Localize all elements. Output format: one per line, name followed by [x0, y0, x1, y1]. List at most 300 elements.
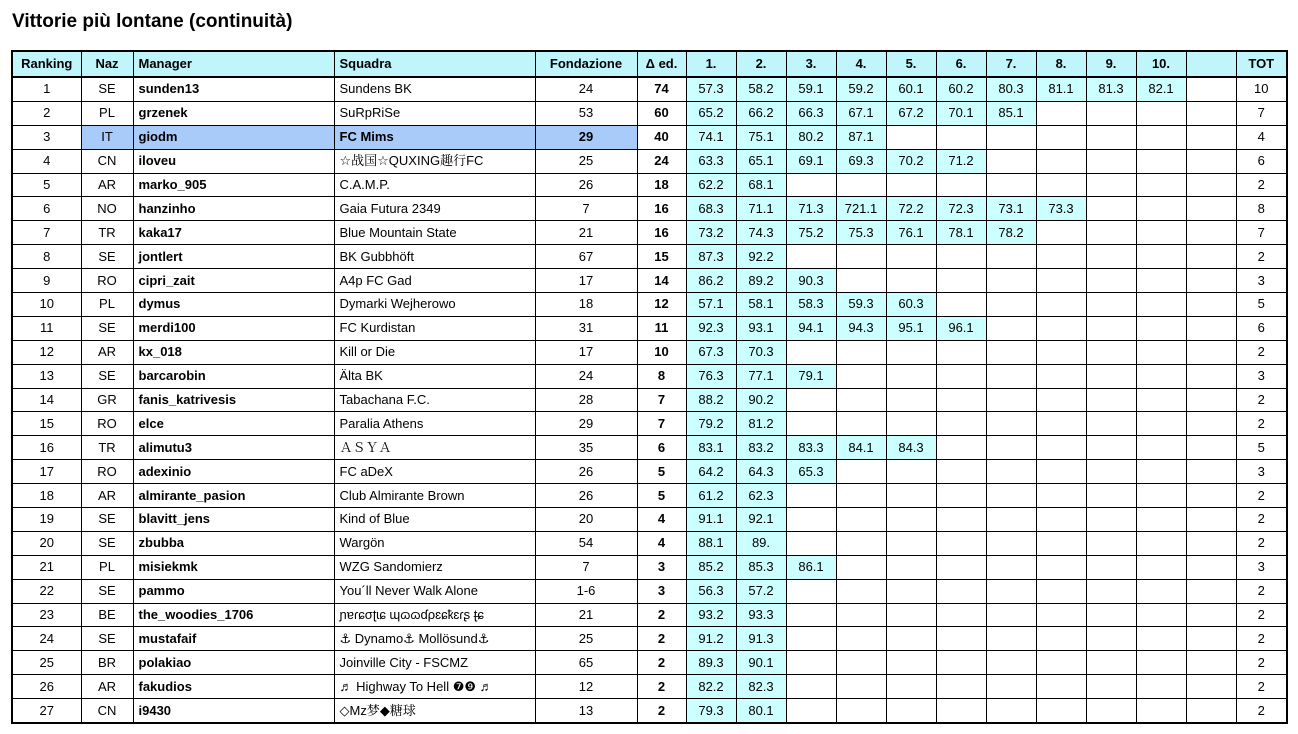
edition-cell: 90.2: [736, 388, 786, 412]
edition-cell: [836, 460, 886, 484]
edition-cell: [886, 508, 936, 532]
table-row[interactable]: [12, 149, 1287, 173]
edition-cell: [786, 508, 836, 532]
edition-cell: 74.3: [736, 221, 786, 245]
foundation-cell: 25: [535, 627, 637, 651]
manager-cell: merdi100: [133, 316, 334, 340]
blank-cell: [1186, 173, 1236, 197]
edition-cell: [1136, 388, 1186, 412]
foundation-cell: 31: [535, 316, 637, 340]
edition-cell: [1136, 460, 1186, 484]
edition-cell: 83.2: [736, 436, 786, 460]
rank-cell: 16: [12, 436, 81, 460]
blank-cell: [1186, 699, 1236, 723]
delta-cell: 3: [637, 555, 686, 579]
edition-cell: [1136, 245, 1186, 269]
blank-cell: [1186, 675, 1236, 699]
edition-cell: [886, 364, 936, 388]
manager-cell: fakudios: [133, 675, 334, 699]
nation-cell: SE: [81, 245, 133, 269]
edition-cell: [986, 531, 1036, 555]
blank-cell: [1186, 603, 1236, 627]
edition-cell: [1136, 316, 1186, 340]
edition-cell: 85.3: [736, 555, 786, 579]
edition-cell: [936, 531, 986, 555]
edition-cell: [986, 293, 1036, 317]
delta-cell: 16: [637, 197, 686, 221]
team-cell: ☆战国☆QUXING趣行FC: [334, 149, 535, 173]
edition-cell: [986, 675, 1036, 699]
header-delta-ed[interactable]: Δ ed.: [637, 51, 686, 77]
edition-cell: [886, 555, 936, 579]
foundation-cell: 24: [535, 77, 637, 101]
edition-cell: [786, 579, 836, 603]
edition-cell: 70.2: [886, 149, 936, 173]
nation-cell: SE: [81, 77, 133, 101]
blank-cell: [1186, 293, 1236, 317]
header-edition-4: 4.: [836, 51, 886, 77]
header-row: [12, 51, 1287, 77]
edition-cell: [1136, 675, 1186, 699]
table-row[interactable]: [12, 699, 1287, 723]
table-row[interactable]: [12, 508, 1287, 532]
delta-cell: 2: [637, 651, 686, 675]
edition-cell: [886, 340, 936, 364]
edition-cell: 65.3: [786, 460, 836, 484]
edition-cell: 65.1: [736, 149, 786, 173]
rank-cell: 19: [12, 508, 81, 532]
edition-cell: [1036, 627, 1086, 651]
manager-cell: kaka17: [133, 221, 334, 245]
blank-cell: [1186, 340, 1236, 364]
edition-cell: 64.2: [686, 460, 736, 484]
team-cell: ＡＳＹＡ: [334, 436, 535, 460]
blank-cell: [1186, 269, 1236, 293]
total-cell: 5: [1236, 293, 1287, 317]
edition-cell: [886, 627, 936, 651]
header-squadra[interactable]: Squadra: [334, 51, 535, 77]
delta-cell: 11: [637, 316, 686, 340]
nation-cell: AR: [81, 484, 133, 508]
rank-cell: 20: [12, 531, 81, 555]
edition-cell: [1086, 531, 1136, 555]
edition-cell: [836, 364, 886, 388]
table-row[interactable]: [12, 603, 1287, 627]
edition-cell: 88.1: [686, 531, 736, 555]
header-fondazione[interactable]: Fondazione: [535, 51, 637, 77]
edition-cell: [1036, 316, 1086, 340]
header-edition-3: 3.: [786, 51, 836, 77]
foundation-cell: 29: [535, 412, 637, 436]
rank-cell: 8: [12, 245, 81, 269]
edition-cell: [886, 173, 936, 197]
nation-cell: GR: [81, 388, 133, 412]
edition-cell: [1036, 269, 1086, 293]
table-row[interactable]: [12, 460, 1287, 484]
edition-cell: [786, 388, 836, 412]
delta-cell: 2: [637, 627, 686, 651]
edition-cell: [1036, 675, 1086, 699]
edition-cell: [1086, 651, 1136, 675]
nation-cell: RO: [81, 412, 133, 436]
table-row[interactable]: [12, 221, 1287, 245]
edition-cell: 69.1: [786, 149, 836, 173]
foundation-cell: 54: [535, 531, 637, 555]
rank-cell: 4: [12, 149, 81, 173]
edition-cell: [1036, 101, 1086, 125]
total-cell: 2: [1236, 508, 1287, 532]
delta-cell: 12: [637, 293, 686, 317]
nation-cell: SE: [81, 316, 133, 340]
edition-cell: [1086, 412, 1136, 436]
table-row[interactable]: [12, 197, 1287, 221]
rank-cell: 13: [12, 364, 81, 388]
edition-cell: 89.2: [736, 269, 786, 293]
edition-cell: 62.2: [686, 173, 736, 197]
edition-cell: [936, 651, 986, 675]
edition-cell: [1136, 412, 1186, 436]
edition-cell: 84.1: [836, 436, 886, 460]
edition-cell: 86.2: [686, 269, 736, 293]
team-cell: BK Gubbhöft: [334, 245, 535, 269]
nation-cell: BR: [81, 651, 133, 675]
edition-cell: 57.2: [736, 579, 786, 603]
edition-cell: [1036, 412, 1086, 436]
edition-cell: [936, 460, 986, 484]
total-cell: 6: [1236, 149, 1287, 173]
edition-cell: [786, 699, 836, 723]
foundation-cell: 26: [535, 173, 637, 197]
edition-cell: [1036, 293, 1086, 317]
nation-cell: AR: [81, 675, 133, 699]
blank-cell: [1186, 555, 1236, 579]
edition-cell: [836, 579, 886, 603]
edition-cell: 67.2: [886, 101, 936, 125]
edition-cell: [936, 699, 986, 723]
team-cell: Dymarki Wejherowo: [334, 293, 535, 317]
table-row[interactable]: [12, 77, 1287, 101]
manager-cell: the_woodies_1706: [133, 603, 334, 627]
blank-cell: [1186, 388, 1236, 412]
edition-cell: 81.2: [736, 412, 786, 436]
table-row[interactable]: [12, 651, 1287, 675]
table-row[interactable]: [12, 555, 1287, 579]
total-cell: 2: [1236, 531, 1287, 555]
edition-cell: [986, 412, 1036, 436]
table-row[interactable]: [12, 269, 1287, 293]
delta-cell: 10: [637, 340, 686, 364]
header-ranking[interactable]: Ranking: [12, 51, 81, 77]
edition-cell: [786, 173, 836, 197]
header-tot[interactable]: TOT: [1236, 51, 1287, 77]
edition-cell: [1086, 484, 1136, 508]
total-cell: 7: [1236, 221, 1287, 245]
edition-cell: 57.1: [686, 293, 736, 317]
edition-cell: [836, 484, 886, 508]
header-edition-1: 1.: [686, 51, 736, 77]
edition-cell: [786, 245, 836, 269]
edition-cell: 66.3: [786, 101, 836, 125]
edition-cell: [986, 579, 1036, 603]
edition-cell: [1136, 436, 1186, 460]
foundation-cell: 7: [535, 555, 637, 579]
blank-cell: [1186, 627, 1236, 651]
edition-cell: [1036, 388, 1086, 412]
edition-cell: [786, 627, 836, 651]
table-row[interactable]: [12, 627, 1287, 651]
blank-cell: [1186, 364, 1236, 388]
team-cell: A4p FC Gad: [334, 269, 535, 293]
edition-cell: [986, 269, 1036, 293]
edition-cell: 94.3: [836, 316, 886, 340]
edition-cell: 81.1: [1036, 77, 1086, 101]
edition-cell: 66.2: [736, 101, 786, 125]
manager-cell: giodm: [133, 125, 334, 149]
total-cell: 2: [1236, 699, 1287, 723]
edition-cell: 79.2: [686, 412, 736, 436]
edition-cell: 80.3: [986, 77, 1036, 101]
delta-cell: 3: [637, 579, 686, 603]
edition-cell: 58.2: [736, 77, 786, 101]
edition-cell: [1136, 484, 1186, 508]
edition-cell: 60.1: [886, 77, 936, 101]
header-manager[interactable]: Manager: [133, 51, 334, 77]
edition-cell: [836, 412, 886, 436]
team-cell: Club Almirante Brown: [334, 484, 535, 508]
edition-cell: 63.3: [686, 149, 736, 173]
team-cell: FC aDeX: [334, 460, 535, 484]
edition-cell: 72.3: [936, 197, 986, 221]
edition-cell: 73.1: [986, 197, 1036, 221]
foundation-cell: 13: [535, 699, 637, 723]
edition-cell: 62.3: [736, 484, 786, 508]
edition-cell: [786, 531, 836, 555]
table-row[interactable]: [12, 173, 1287, 197]
edition-cell: 92.1: [736, 508, 786, 532]
edition-cell: [1036, 699, 1086, 723]
edition-cell: 59.3: [836, 293, 886, 317]
foundation-cell: 18: [535, 293, 637, 317]
manager-cell: almirante_pasion: [133, 484, 334, 508]
edition-cell: [886, 675, 936, 699]
edition-cell: 70.1: [936, 101, 986, 125]
delta-cell: 40: [637, 125, 686, 149]
edition-cell: [1086, 579, 1136, 603]
edition-cell: [986, 699, 1036, 723]
table-row[interactable]: [12, 316, 1287, 340]
manager-cell: misiekmk: [133, 555, 334, 579]
nation-cell: AR: [81, 173, 133, 197]
foundation-cell: 24: [535, 364, 637, 388]
manager-cell: pammo: [133, 579, 334, 603]
edition-cell: [886, 531, 936, 555]
delta-cell: 5: [637, 484, 686, 508]
edition-cell: [986, 603, 1036, 627]
team-cell: Kill or Die: [334, 340, 535, 364]
edition-cell: [1136, 579, 1186, 603]
edition-cell: [936, 508, 986, 532]
manager-cell: marko_905: [133, 173, 334, 197]
edition-cell: [1086, 340, 1136, 364]
blank-cell: [1186, 149, 1236, 173]
nation-cell: BE: [81, 603, 133, 627]
edition-cell: 83.3: [786, 436, 836, 460]
edition-cell: [1136, 101, 1186, 125]
edition-cell: [1086, 627, 1136, 651]
edition-cell: 92.2: [736, 245, 786, 269]
edition-cell: [1136, 149, 1186, 173]
foundation-cell: 26: [535, 484, 637, 508]
table-row[interactable]: [12, 675, 1287, 699]
edition-cell: 56.3: [686, 579, 736, 603]
edition-cell: 59.1: [786, 77, 836, 101]
blank-cell: [1186, 460, 1236, 484]
edition-cell: [1136, 627, 1186, 651]
team-cell: Wargön: [334, 531, 535, 555]
edition-cell: [986, 173, 1036, 197]
table-row[interactable]: [12, 531, 1287, 555]
table-body: [12, 77, 1287, 723]
table-row[interactable]: [12, 436, 1287, 460]
edition-cell: [886, 460, 936, 484]
edition-cell: 77.1: [736, 364, 786, 388]
table-row[interactable]: [12, 340, 1287, 364]
manager-cell: dymus: [133, 293, 334, 317]
edition-cell: [786, 651, 836, 675]
edition-cell: [1036, 340, 1086, 364]
nation-cell: AR: [81, 340, 133, 364]
team-cell: FC Mims: [334, 125, 535, 149]
edition-cell: [1086, 293, 1136, 317]
edition-cell: [986, 555, 1036, 579]
edition-cell: 85.1: [986, 101, 1036, 125]
blank-cell: [1186, 316, 1236, 340]
table-row[interactable]: [12, 388, 1287, 412]
edition-cell: [836, 173, 886, 197]
edition-cell: [836, 245, 886, 269]
edition-cell: 68.1: [736, 173, 786, 197]
blank-cell: [1186, 651, 1236, 675]
header-blank: [1186, 51, 1236, 77]
blank-cell: [1186, 197, 1236, 221]
delta-cell: 15: [637, 245, 686, 269]
table-row[interactable]: [12, 484, 1287, 508]
edition-cell: 721.1: [836, 197, 886, 221]
edition-cell: [886, 651, 936, 675]
manager-cell: i9430: [133, 699, 334, 723]
total-cell: 3: [1236, 269, 1287, 293]
edition-cell: 76.3: [686, 364, 736, 388]
team-cell: ♬ Highway To Hell ❼❾ ♬: [334, 675, 535, 699]
edition-cell: [886, 245, 936, 269]
edition-cell: 68.3: [686, 197, 736, 221]
manager-cell: kx_018: [133, 340, 334, 364]
delta-cell: 18: [637, 173, 686, 197]
team-cell: Joinville City - FSCMZ: [334, 651, 535, 675]
edition-cell: [1036, 603, 1086, 627]
table-row[interactable]: [12, 579, 1287, 603]
rank-cell: 25: [12, 651, 81, 675]
table-row[interactable]: [12, 412, 1287, 436]
edition-cell: [1136, 555, 1186, 579]
edition-cell: 95.1: [886, 316, 936, 340]
table-row[interactable]: [12, 364, 1287, 388]
edition-cell: [886, 125, 936, 149]
rank-cell: 5: [12, 173, 81, 197]
team-cell: ɲɐɾɕσʈɩɕ ɰɷɷɗρɛɕҟɛɾʂ ʈ̶ɕ: [334, 603, 535, 627]
edition-cell: 73.2: [686, 221, 736, 245]
foundation-cell: 29: [535, 125, 637, 149]
edition-cell: [1036, 460, 1086, 484]
foundation-cell: 1-6: [535, 579, 637, 603]
edition-cell: [936, 579, 986, 603]
foundation-cell: 17: [535, 340, 637, 364]
rank-cell: 18: [12, 484, 81, 508]
edition-cell: [986, 651, 1036, 675]
edition-cell: [786, 675, 836, 699]
header-naz[interactable]: Naz: [81, 51, 133, 77]
edition-cell: 76.1: [886, 221, 936, 245]
edition-cell: [1036, 651, 1086, 675]
blank-cell: [1186, 484, 1236, 508]
edition-cell: 82.1: [1136, 77, 1186, 101]
manager-cell: mustafaif: [133, 627, 334, 651]
foundation-cell: 26: [535, 460, 637, 484]
rank-cell: 10: [12, 293, 81, 317]
edition-cell: [986, 364, 1036, 388]
edition-cell: 93.2: [686, 603, 736, 627]
manager-cell: blavitt_jens: [133, 508, 334, 532]
edition-cell: [936, 555, 986, 579]
delta-cell: 2: [637, 603, 686, 627]
team-cell: SuRpRiSe: [334, 101, 535, 125]
rank-cell: 24: [12, 627, 81, 651]
delta-cell: 60: [637, 101, 686, 125]
table-row[interactable]: [12, 245, 1287, 269]
edition-cell: [1036, 173, 1086, 197]
manager-cell: elce: [133, 412, 334, 436]
nation-cell: SE: [81, 531, 133, 555]
edition-cell: 79.3: [686, 699, 736, 723]
edition-cell: [936, 364, 986, 388]
edition-cell: 61.2: [686, 484, 736, 508]
table-row[interactable]: [12, 101, 1287, 125]
header-edition-8: 8.: [1036, 51, 1086, 77]
manager-cell: cipri_zait: [133, 269, 334, 293]
edition-cell: [1136, 508, 1186, 532]
edition-cell: 86.1: [786, 555, 836, 579]
rank-cell: 21: [12, 555, 81, 579]
delta-cell: 2: [637, 699, 686, 723]
edition-cell: [886, 603, 936, 627]
delta-cell: 2: [637, 675, 686, 699]
edition-cell: [936, 436, 986, 460]
edition-cell: [886, 388, 936, 412]
table-row[interactable]: [12, 125, 1287, 149]
edition-cell: [1136, 125, 1186, 149]
edition-cell: [1036, 221, 1086, 245]
edition-cell: [1136, 364, 1186, 388]
edition-cell: 75.2: [786, 221, 836, 245]
team-cell: Tabachana F.C.: [334, 388, 535, 412]
table-row[interactable]: [12, 293, 1287, 317]
delta-cell: 4: [637, 508, 686, 532]
edition-cell: [1136, 531, 1186, 555]
header-edition-9: 9.: [1086, 51, 1136, 77]
edition-cell: [1086, 101, 1136, 125]
edition-cell: [836, 651, 886, 675]
edition-cell: [1086, 675, 1136, 699]
